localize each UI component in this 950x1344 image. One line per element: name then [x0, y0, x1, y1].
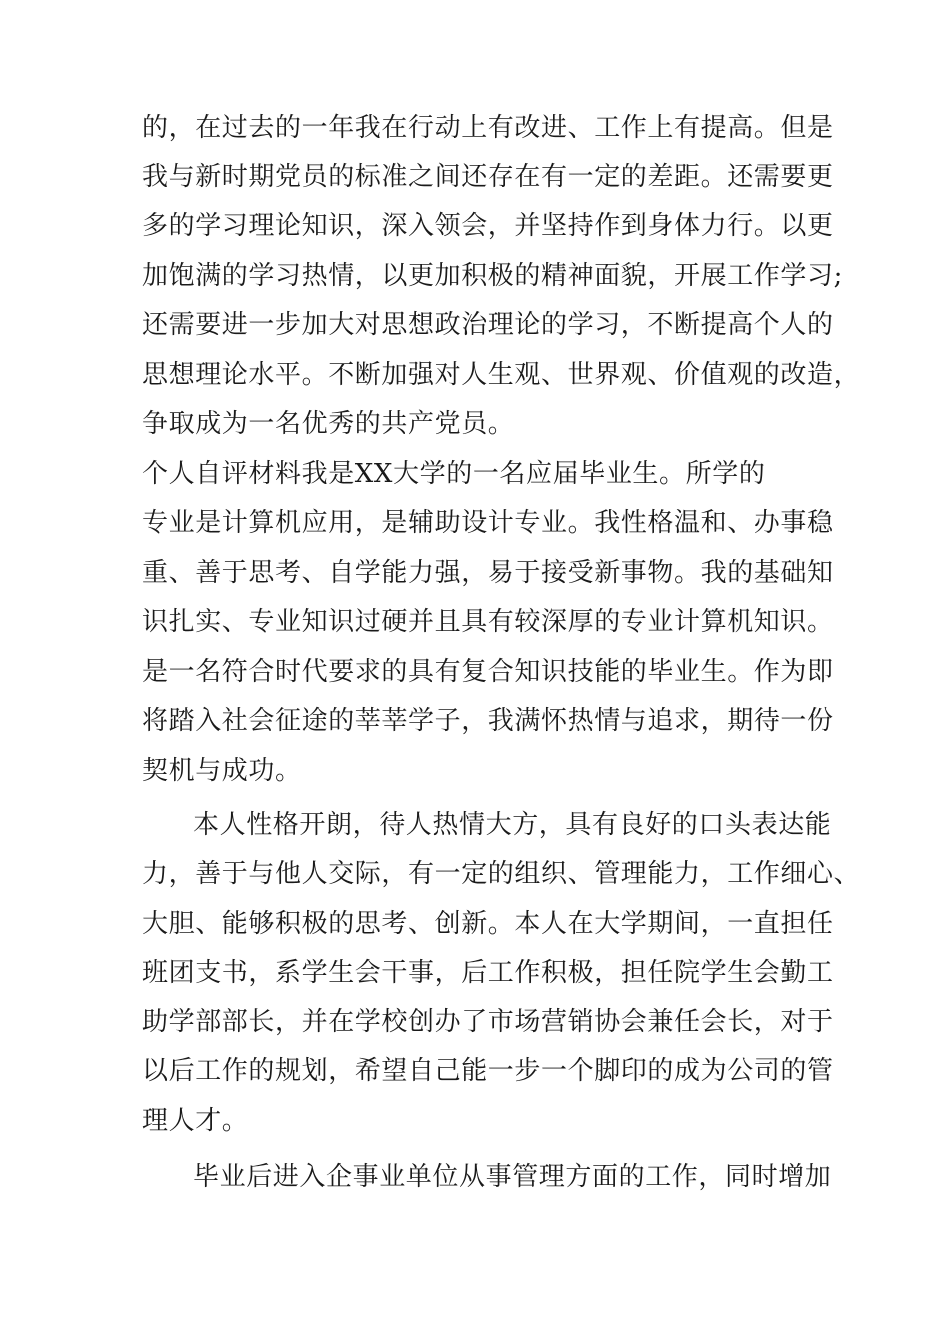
text-line: 多的学习理论知识，深入领会，并坚持作到身体力行。以更 [142, 211, 834, 241]
text-line: 将踏入社会征途的莘莘学子，我满怀热情与追求，期待一份 [142, 706, 834, 736]
text-line: 以后工作的规划，希望自己能一步一个脚印的成为公司的管 [142, 1056, 834, 1086]
text-line: 的，在过去的一年我在行动上有改进、工作上有提高。但是 [142, 113, 834, 143]
text-line: 争取成为一名优秀的共产党员。 [142, 409, 515, 439]
text-line: 毕业后进入企事业单位从事管理方面的工作，同时增加 [193, 1162, 832, 1192]
text-line: 个人自评材料我是XX大学的一名应届毕业生。所学的 [142, 459, 766, 489]
text-line: 大胆、能够积极的思考、创新。本人在大学期间，一直担任 [142, 909, 834, 939]
text-line: 力，善于与他人交际，有一定的组织、管理能力，工作细心、 [142, 859, 861, 889]
text-line: 专业是计算机应用，是辅助设计专业。我性格温和、办事稳 [142, 508, 834, 538]
text-line: 加饱满的学习热情，以更加积极的精神面貌，开展工作学习; [142, 261, 843, 291]
text-line: 理人才。 [142, 1106, 249, 1136]
text-line: 重、善于思考、自学能力强，易于接受新事物。我的基础知 [142, 558, 834, 588]
text-line: 助学部部长，并在学校创办了市场营销协会兼任会长，对于 [142, 1007, 834, 1037]
text-line: 我与新时期党员的标准之间还存在有一定的差距。还需要更 [142, 162, 834, 192]
text-line: 思想理论水平。不断加强对人生观、世界观、价值观的改造， [142, 360, 861, 390]
text-line: 本人性格开朗，待人热情大方，具有良好的口头表达能 [193, 810, 832, 840]
text-line: 还需要进一步加大对思想政治理论的学习，不断提高个人的 [142, 310, 834, 340]
text-line: 契机与成功。 [142, 756, 302, 786]
text-line: 班团支书，系学生会干事，后工作积极，担任院学生会勤工 [142, 958, 834, 988]
text-line: 是一名符合时代要求的具有复合知识技能的毕业生。作为即 [142, 657, 834, 687]
text-line: 识扎实、专业知识过硬并且具有较深厚的专业计算机知识。 [142, 607, 834, 637]
